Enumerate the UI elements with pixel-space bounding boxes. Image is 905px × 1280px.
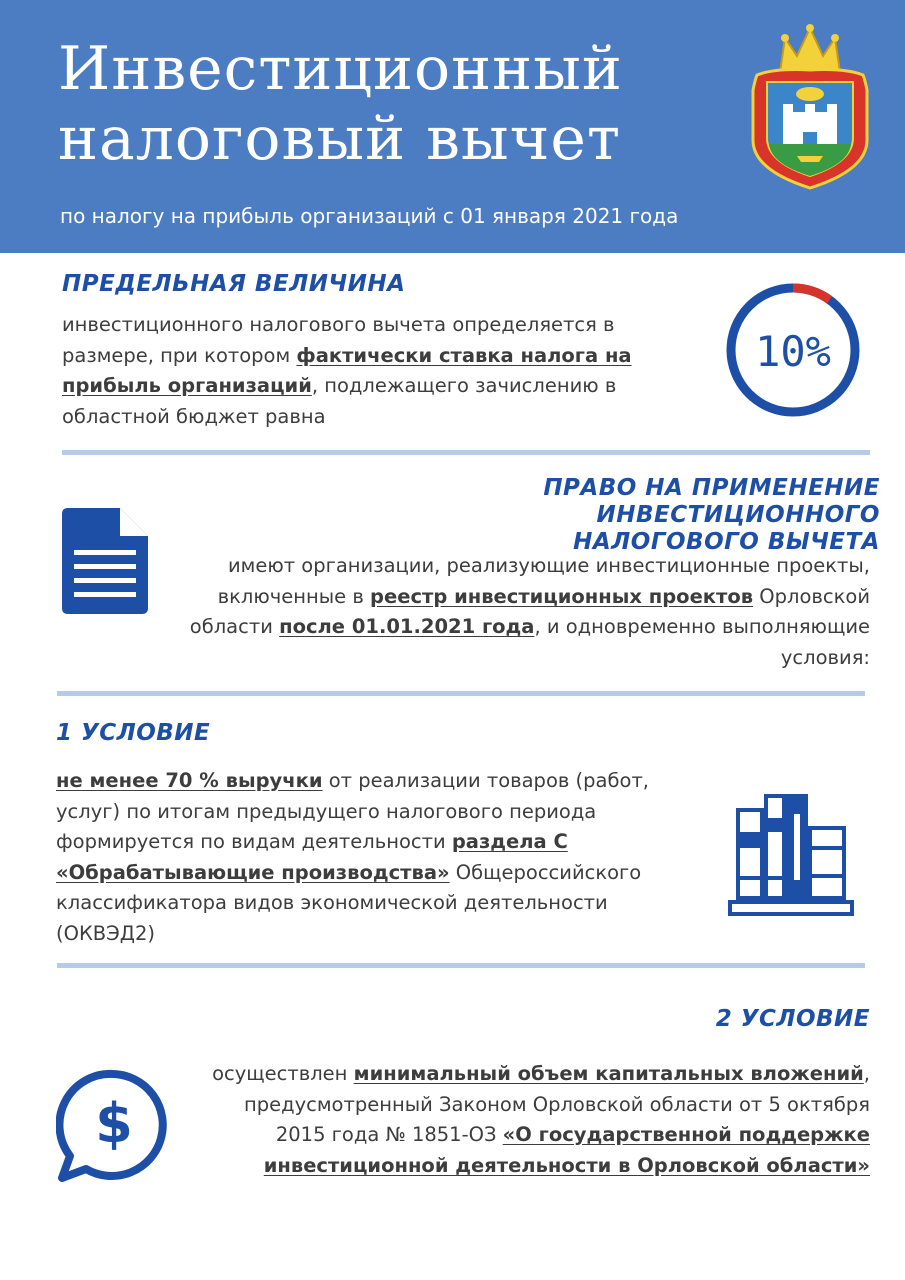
title-line-2: налоговый вычет: [58, 104, 622, 174]
condition-1-text-d: Общероссийского классификатора видов экономической деятельности (ОКВЭД2): [56, 860, 642, 945]
section-right-text-a: имеют организации, реализующие инвестиционные проекты, включенные в: [217, 554, 870, 608]
condition-1-text-c: раздела С «Обрабатывающие производства»: [56, 830, 568, 884]
condition-2-text-b: минимальный объем капитальных вложений: [353, 1062, 864, 1085]
books-icon: [728, 792, 856, 918]
condition-1-text: [56, 766, 708, 949]
section-right-heading: [260, 475, 880, 556]
condition-2-text-a: осуществлен: [212, 1062, 354, 1085]
coat-of-arms-icon: [745, 20, 875, 192]
svg-text:$: $: [95, 1092, 133, 1155]
section-right-heading-line-1: ПРАВО НА ПРИМЕНЕНИЕ ИНВЕСТИЦИОННОГО: [543, 475, 880, 528]
section-limit-text-a: инвестиционного налогового вычета определяется в размере, при котором: [62, 313, 615, 367]
title-line-1: Инвестиционный: [58, 34, 623, 104]
section-limit-text: [62, 310, 674, 432]
condition-1-heading: 1 УСЛОВИЕ: [56, 720, 211, 746]
page-title: [58, 34, 623, 174]
divider-2: [57, 691, 865, 696]
section-right-text-d: после 01.01.2021 года: [279, 615, 535, 638]
divider-1: [62, 450, 870, 455]
dollar-speech-bubble-icon: [56, 1068, 170, 1182]
page-subtitle: по налогу на прибыль организаций с 01 января 2021 года: [60, 204, 679, 228]
rate-gauge-label: 10%: [755, 327, 831, 376]
condition-1-text-b: от реализации товаров (работ, услуг) по итогам предыдущего налогового периода формируется по видам деятельности: [56, 769, 650, 853]
section-limit-heading: ПРЕДЕЛЬНАЯ ВЕЛИЧИНА: [62, 271, 406, 297]
section-limit-text-c: , подлежащего зачислению в областной бюджет равна: [62, 374, 617, 428]
divider-3: [57, 963, 865, 968]
section-limit-text-b: фактически ставка налога на прибыль организаций: [62, 343, 632, 397]
condition-2-text-c: , предусмотренный Законом Орловской области от 5 октября 2015 года № 1851-ОЗ: [243, 1062, 870, 1146]
section-right-text-c: Орловской области: [189, 584, 870, 638]
section-right-text-e: , и одновременно выполняющие условия:: [534, 615, 870, 669]
condition-2-text-d: «О государственной поддержке инвестиционной деятельности в Орловской области»: [263, 1123, 870, 1177]
condition-1-text-a: не менее 70 % выручки: [56, 769, 323, 792]
section-right-text: [170, 551, 870, 673]
document-icon: [62, 508, 148, 614]
header-banner: [0, 0, 905, 253]
section-right-text-b: реестр инвестиционных проектов: [370, 584, 754, 608]
section-right-heading-line-2: НАЛОГОВОГО ВЫЧЕТА: [573, 529, 880, 555]
condition-2-text: [200, 1059, 870, 1181]
condition-2-heading: 2 УСЛОВИЕ: [715, 1006, 870, 1032]
rate-gauge: [723, 280, 863, 420]
